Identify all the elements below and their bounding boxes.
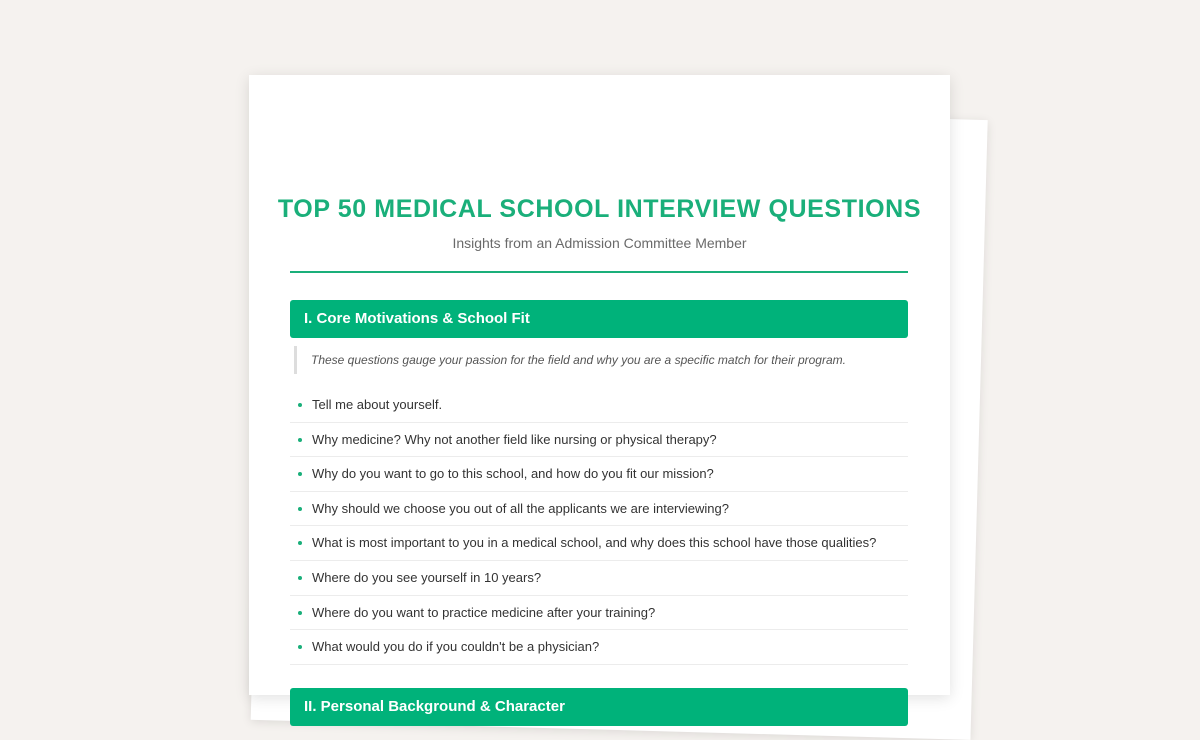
list-item [290,630,908,665]
bullet-icon [298,611,302,615]
question-text: What would you do if you couldn't be a physician? [312,639,600,655]
list-item [290,492,908,527]
list-item [290,561,908,596]
bullet-icon [298,541,302,545]
section-header-core-motivations: I. Core Motivations & School Fit [290,300,908,338]
question-text: Where do you see yourself in 10 years? [312,569,542,585]
bullet-icon [298,507,302,511]
document-title: TOP 50 MEDICAL SCHOOL INTERVIEW QUESTIONS [277,195,922,223]
section-header-personal-background: II. Personal Background & Character [290,688,908,726]
list-item [290,596,908,631]
bullet-icon [298,576,302,580]
question-text: Why should we choose you out of all the applicants we are interviewing? [312,500,729,516]
list-item [290,388,908,423]
bullet-icon [298,645,302,649]
list-item [290,457,908,492]
document-sheet [249,75,950,715]
question-text: What is most important to you in a medical school, and why does this school have those qualities? [312,535,877,551]
question-list [290,388,908,665]
document-subtitle: Insights from an Admission Committee Member [452,235,747,251]
question-text: Why medicine? Why not another field like nursing or physical therapy? [312,431,717,447]
section-note: These questions gauge your passion for the field and why you are a specific match for their program. [294,346,904,374]
question-text: Tell me about yourself. [312,397,443,412]
bullet-icon [298,472,302,476]
bullet-icon [298,438,302,442]
list-item [290,526,908,561]
question-text: Why do you want to go to this school, and how do you fit our mission? [312,466,714,482]
title-divider [290,271,908,273]
list-item [290,423,908,458]
question-text: Where do you want to practice medicine after your training? [312,604,656,620]
bullet-icon [298,403,302,407]
